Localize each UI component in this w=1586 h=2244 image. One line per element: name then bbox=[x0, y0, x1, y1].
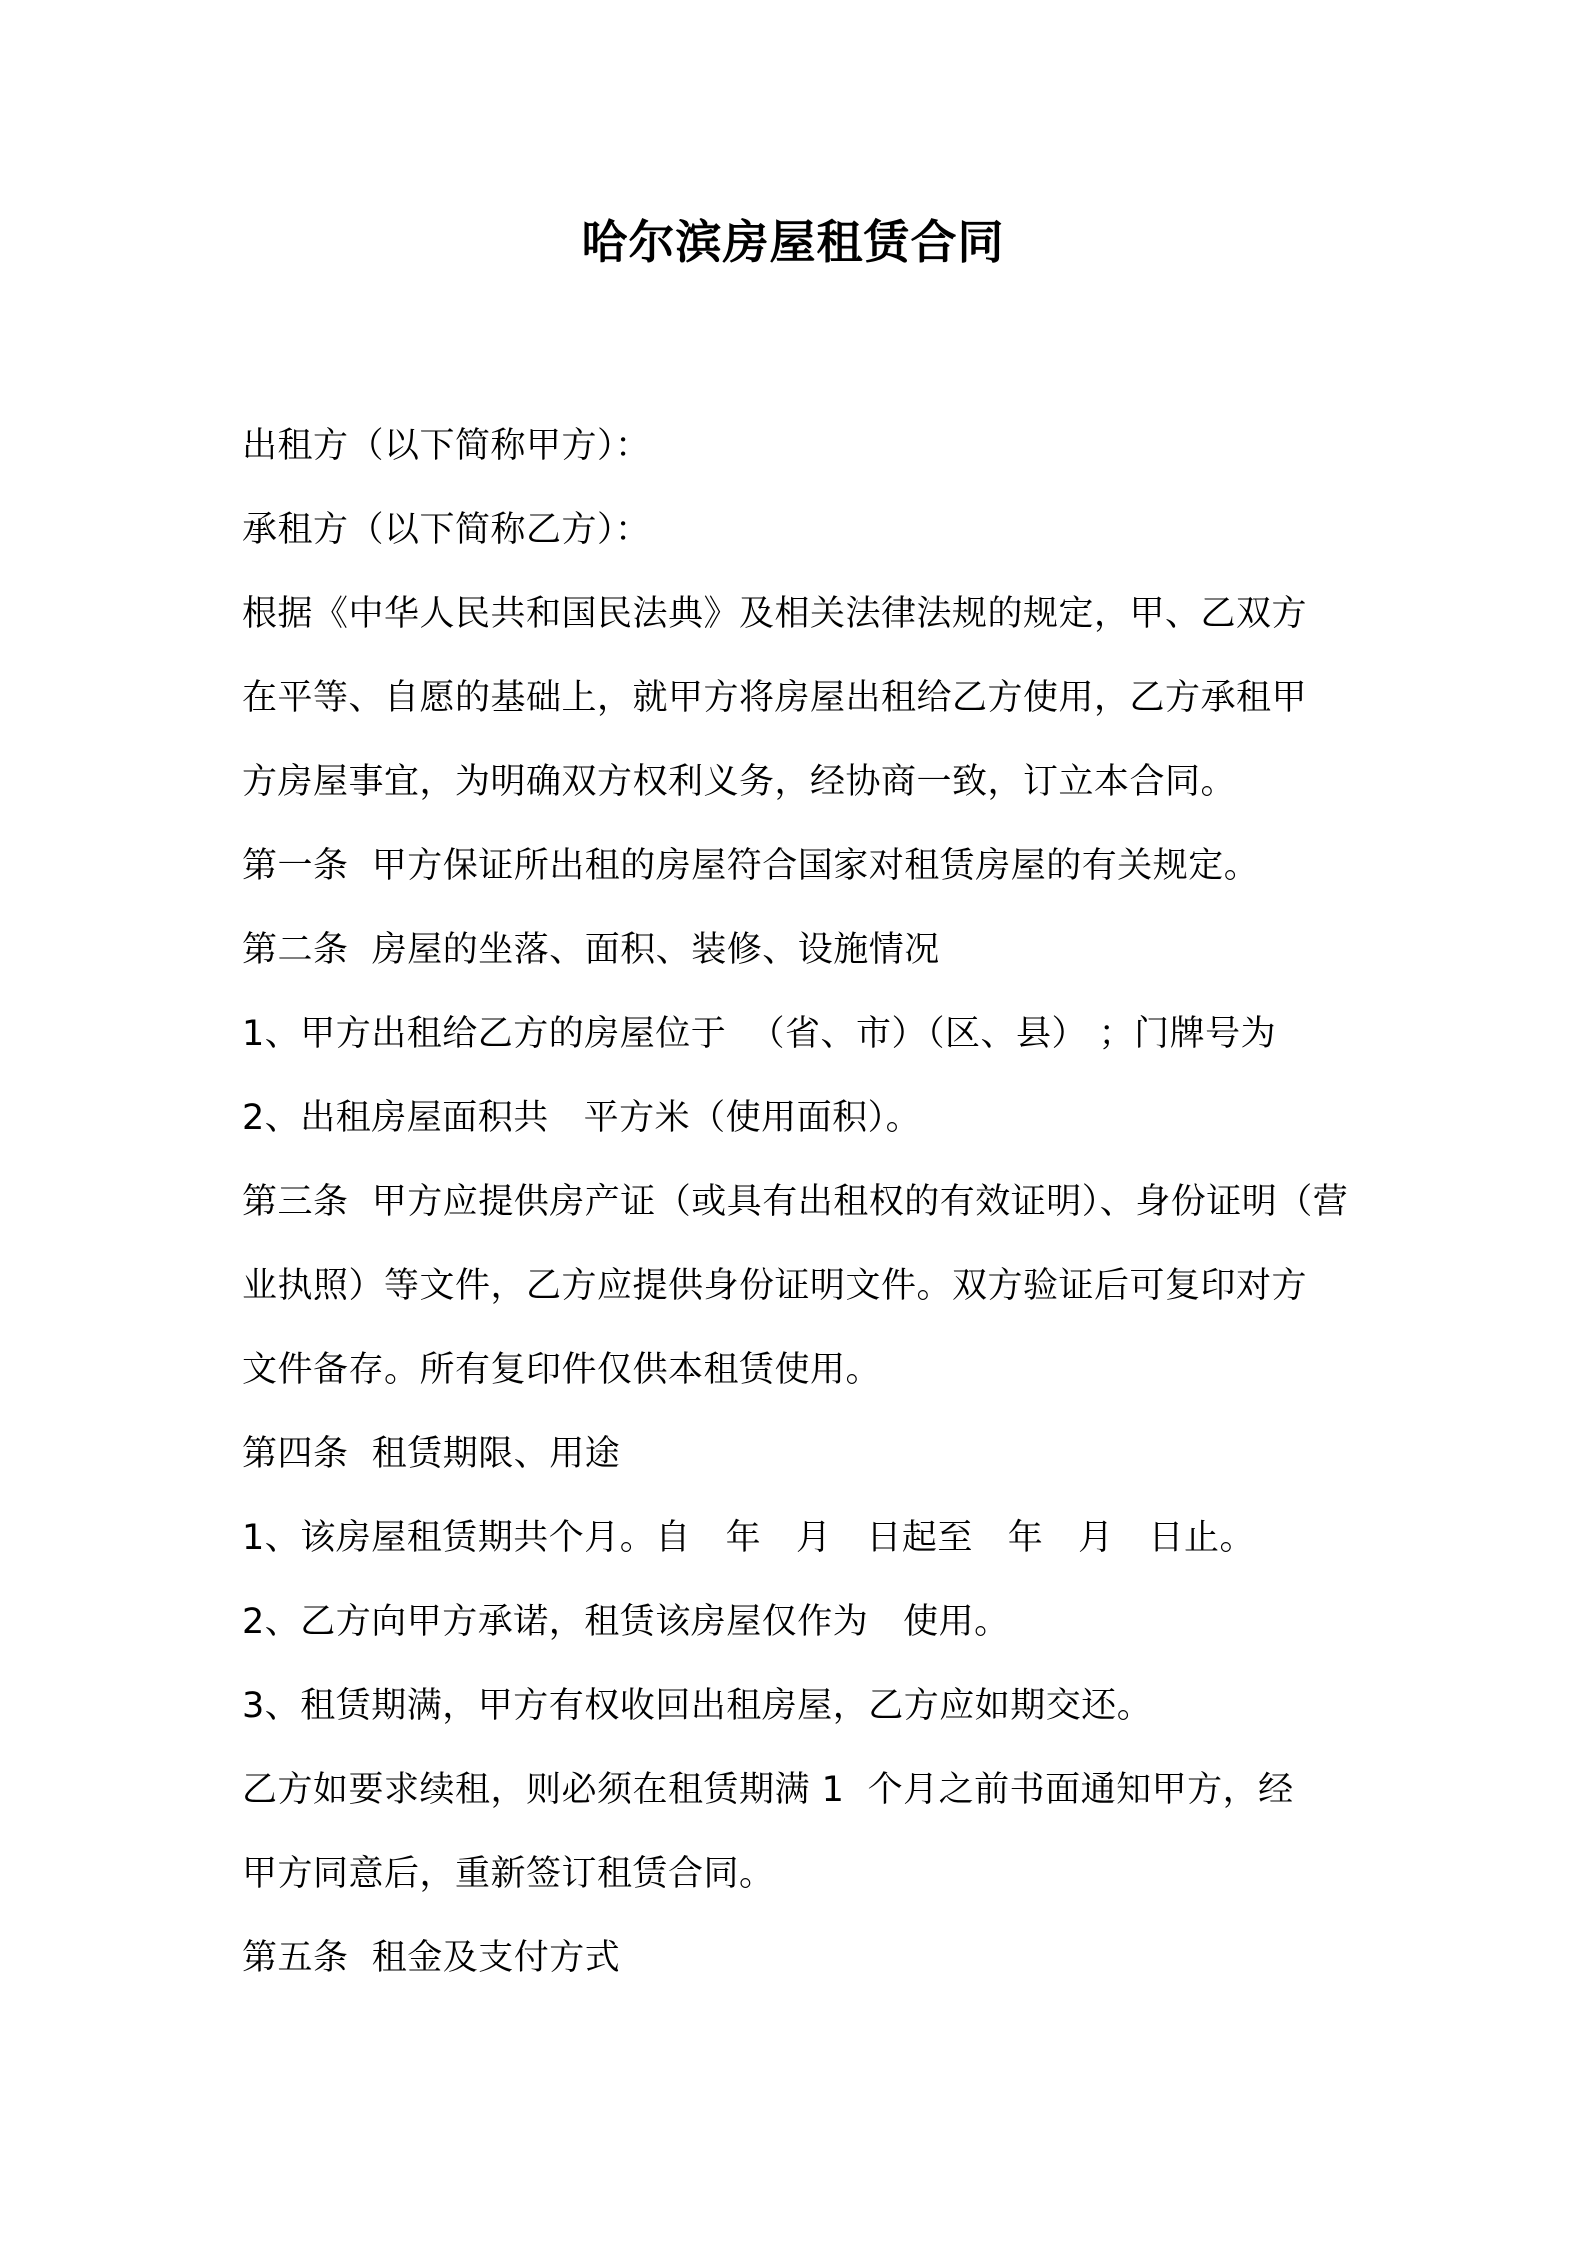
article-3-line-1: 第三条 甲方应提供房产证（或具有出租权的有效证明）、身份证明（营 bbox=[242, 1182, 1349, 1222]
article-4-item-2: 2、乙方向甲方承诺，租赁该房屋仅作为 使用。 bbox=[242, 1602, 1010, 1642]
article-3-line-3: 文件备存。所有复印件仅供本租赁使用。 bbox=[242, 1350, 882, 1390]
renewal-line-1: 乙方如要求续租，则必须在租赁期满 1 个月之前书面通知甲方，经 bbox=[242, 1770, 1294, 1810]
article-4-heading: 第四条 租赁期限、用途 bbox=[242, 1434, 621, 1474]
lessor-line: 出租方（以下简称甲方）： bbox=[242, 426, 651, 466]
document-title: 哈尔滨房屋租赁合同 bbox=[581, 215, 1005, 269]
article-3-line-2: 业执照）等文件，乙方应提供身份证明文件。双方验证后可复印对方 bbox=[242, 1266, 1308, 1306]
preamble-line-1: 根据《中华人民共和国民法典》及相关法律法规的规定，甲、乙双方 bbox=[242, 594, 1308, 634]
article-2-heading: 第二条 房屋的坐落、面积、装修、设施情况 bbox=[242, 930, 940, 970]
document-body bbox=[242, 404, 1358, 2000]
preamble-line-2: 在平等、自愿的基础上，就甲方将房屋出租给乙方使用，乙方承租甲 bbox=[242, 678, 1308, 718]
article-2-item-1: 1、甲方出租给乙方的房屋位于 （省、市）（区、县） ；门牌号为 bbox=[242, 1014, 1277, 1054]
preamble-line-3: 方房屋事宜，为明确双方权利义务，经协商一致，订立本合同。 bbox=[242, 762, 1237, 802]
article-1: 第一条 甲方保证所出租的房屋符合国家对租赁房屋的有关规定。 bbox=[242, 846, 1260, 886]
article-2-item-2: 2、出租房屋面积共 平方米（使用面积）。 bbox=[242, 1098, 922, 1138]
article-5-heading: 第五条 租金及支付方式 bbox=[242, 1938, 621, 1978]
renewal-line-2: 甲方同意后，重新签订租赁合同。 bbox=[242, 1854, 775, 1894]
lessee-line: 承租方（以下简称乙方）： bbox=[242, 510, 651, 550]
article-4-item-3: 3、租赁期满，甲方有权收回出租房屋，乙方应如期交还。 bbox=[242, 1686, 1153, 1726]
article-4-item-1: 1、该房屋租赁期共个月。自 年 月 日起至 年 月 日止。 bbox=[242, 1518, 1256, 1558]
